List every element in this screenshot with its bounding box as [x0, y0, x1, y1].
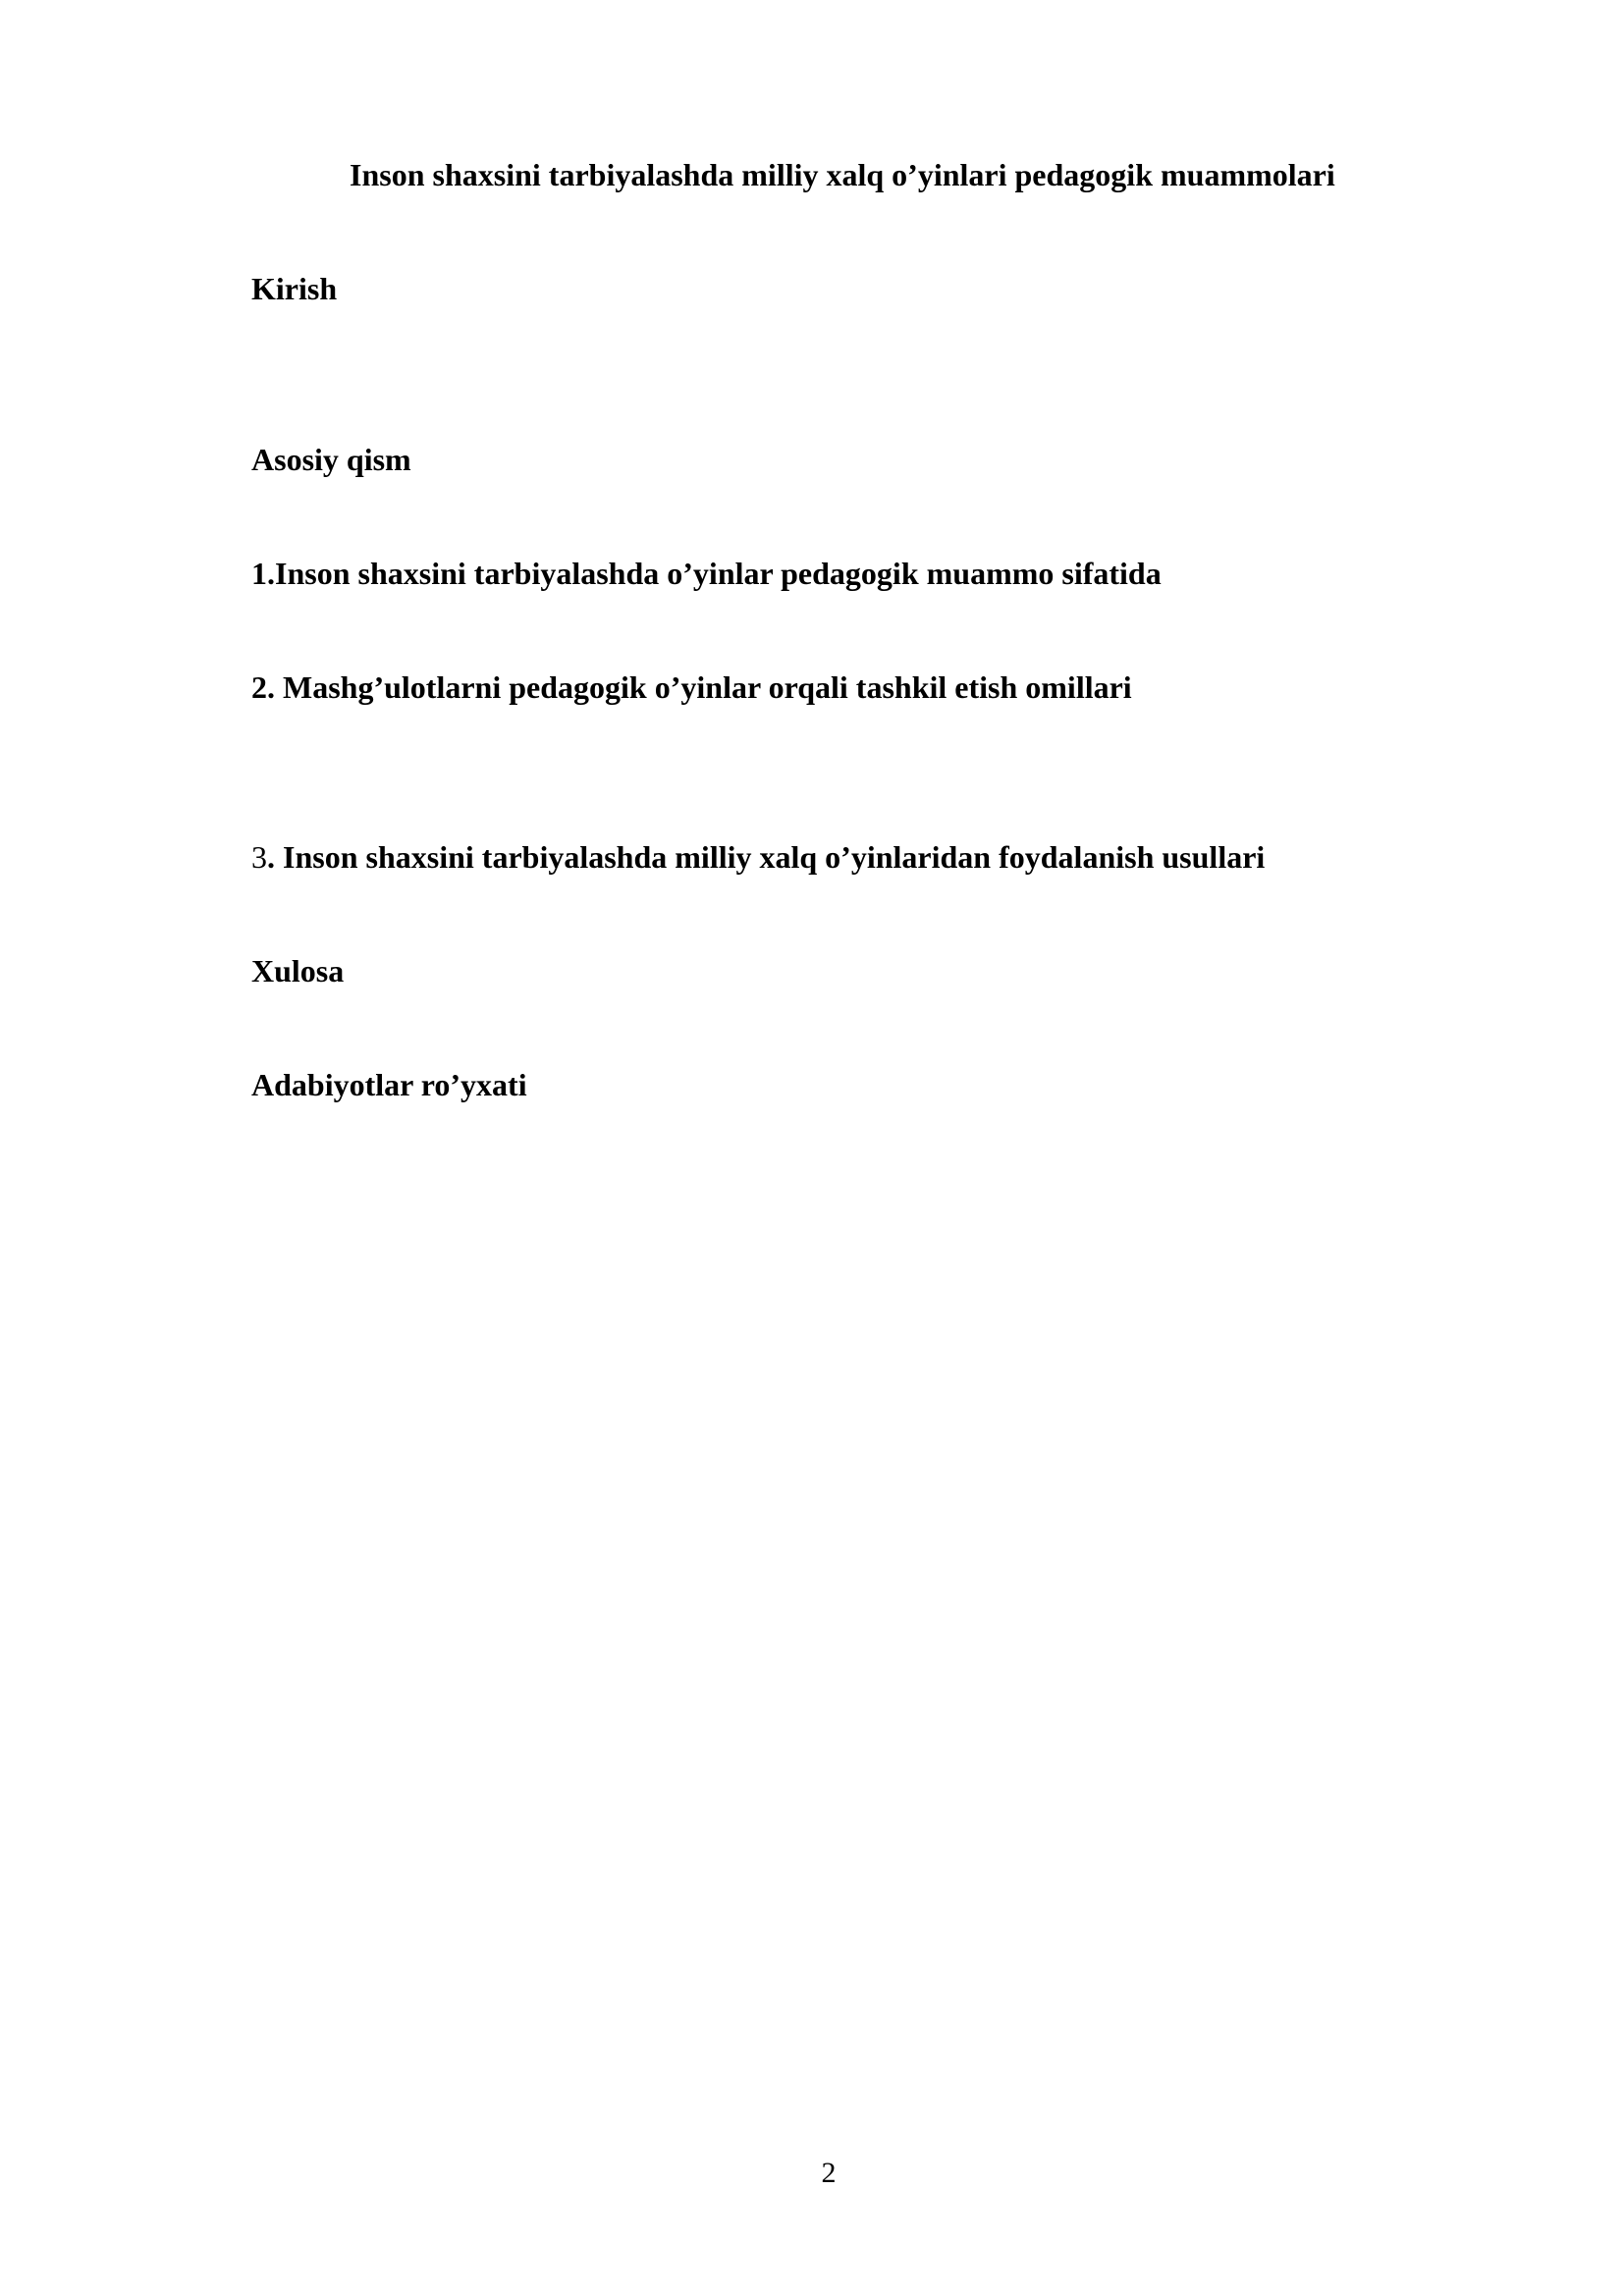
section-3-text: . Inson shaxsini tarbiyalashda milliy xalq o’yinlaridan foydalanish usullari [267, 839, 1266, 875]
section-3-number: 3 [251, 839, 267, 875]
document-title: Inson shaxsini tarbiyalashda milliy xalq o’yinlari pedagogik muammolari [350, 157, 1335, 192]
toc-item-section-1: 1.Inson shaxsini tarbiyalashda o’yinlar pedagogik muammo sifatida [251, 556, 1162, 591]
page-number: 2 [821, 2157, 837, 2189]
toc-item-section-2: 2. Mashg’ulotlarni pedagogik o’yinlar orqali tashkil etish omillari [251, 669, 1132, 705]
toc-item-references: Adabiyotlar ro’yxati [251, 1067, 527, 1102]
toc-item-section-3 [251, 837, 1265, 877]
toc-item-conclusion: Xulosa [251, 953, 345, 988]
toc-item-intro: Kirish [251, 271, 338, 306]
toc-item-main-part: Asosiy qism [251, 442, 411, 477]
